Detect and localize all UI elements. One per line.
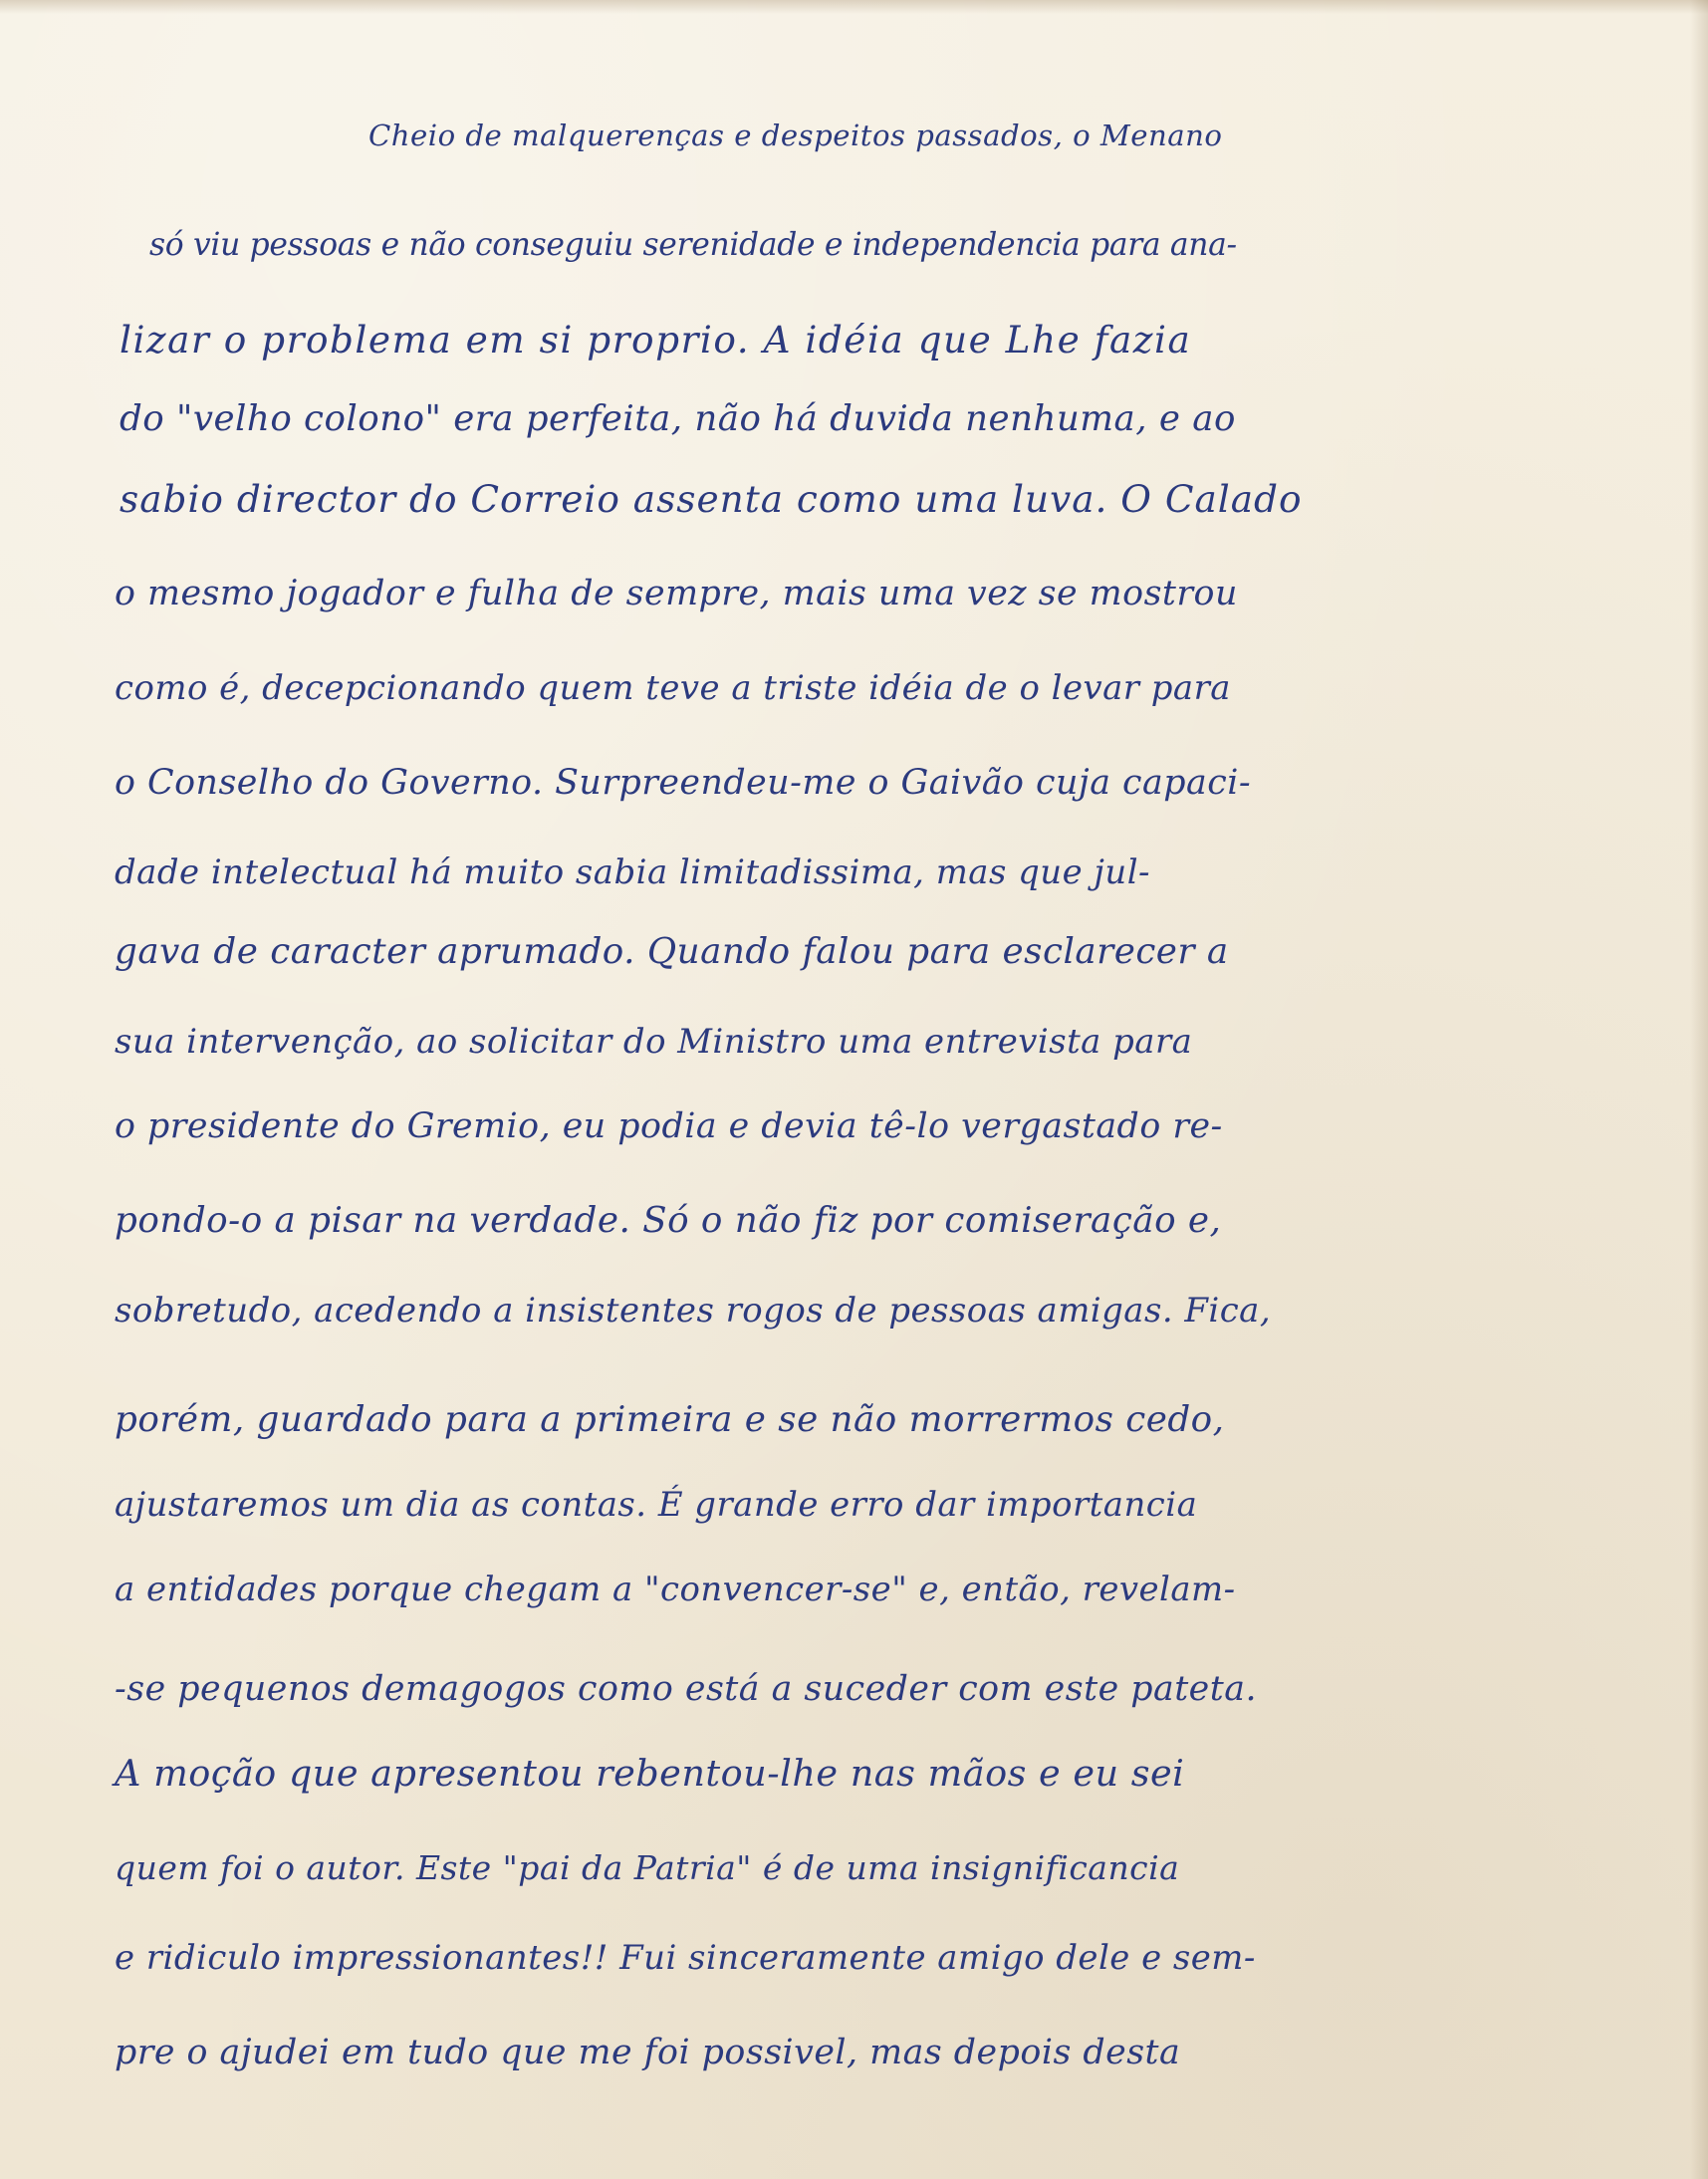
handwritten-line: sua intervenção, ao solicitar do Ministro uma entrevista para — [115, 1022, 1193, 1061]
handwritten-line: o Conselho do Governo. Surpreendeu-me o Gaivão cuja capaci- — [115, 763, 1252, 803]
handwritten-line: do "velho colono" era perfeita, não há duvida nenhuma, e ao — [120, 398, 1236, 439]
handwritten-line: pondo-o a pisar na verdade. Só o não fiz por comiseração e, — [115, 1200, 1222, 1241]
handwritten-line: a entidades porque chegam a "convencer-se" e, então, revelam- — [115, 1570, 1236, 1608]
handwritten-line: dade intelectual há muito sabia limitadissima, mas que jul- — [115, 852, 1150, 891]
handwritten-line: como é, decepcionando quem teve a triste idéia de o levar para — [115, 668, 1231, 707]
handwritten-line: pre o ajudei em tudo que me foi possivel, mas depois desta — [115, 2033, 1181, 2072]
handwritten-line: o mesmo jogador e fulha de sempre, mais uma vez se mostrou — [115, 574, 1238, 613]
handwritten-line: o presidente do Gremio, eu podia e devia tê-lo vergastado re- — [115, 1106, 1223, 1146]
handwritten-line: sabio director do Correio assenta como uma luva. O Calado — [120, 477, 1303, 521]
handwritten-line: ajustaremos um dia as contas. É grande erro dar importancia — [115, 1485, 1198, 1524]
handwritten-line: lizar o problema em si proprio. A idéia que Lhe fazia — [120, 318, 1192, 362]
handwritten-line: A moção que apresentou rebentou-lhe nas mãos e eu sei — [115, 1752, 1185, 1795]
handwritten-line: e ridiculo impressionantes!! Fui sinceramente amigo dele e sem- — [115, 1938, 1256, 1977]
handwritten-line: sobretudo, acedendo a insistentes rogos de pessoas amigas. Fica, — [115, 1291, 1272, 1330]
handwritten-line: só viu pessoas e não conseguiu serenidade e independencia para ana- — [149, 227, 1237, 263]
handwritten-line: quem foi o autor. Este "pai da Patria" é de uma insignificancia — [115, 1848, 1180, 1887]
handwritten-line: gava de caracter aprumado. Quando falou para esclarecer a — [115, 931, 1229, 972]
handwritten-line: Cheio de malquerenças e despeitos passados, o Menano — [368, 119, 1223, 152]
handwritten-line: porém, guardado para a primeira e se não morrermos cedo, — [115, 1399, 1225, 1440]
handwritten-line: -se pequenos demagogos como está a suceder com este pateta. — [115, 1669, 1258, 1709]
